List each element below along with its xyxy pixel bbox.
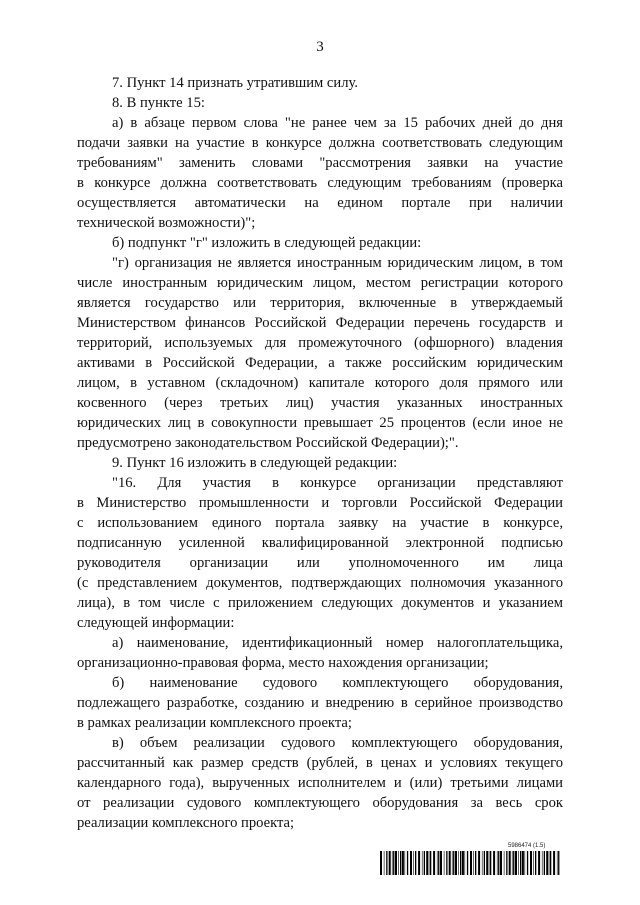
text-line: юридических лиц в совокупности превышает 25 процентов (если иное не [77,415,563,431]
text-line: б) подпункт "г" изложить в следующей редакции: [112,235,422,251]
text-line: в рамках реализации комплексного проекта; [77,715,352,731]
text-line: активами в Российской Федерации, а также российским юридическим [77,355,563,371]
page-number: 3 [316,39,324,55]
text-line: а) наименование, идентификационный номер налогоплательщика, [112,635,563,651]
text-line: следующей информации: [77,615,235,631]
text-line: является государство или территория, включенные в утверждаемый [77,295,563,311]
text-line: в конкурсе должна соответствовать следующим требованиям (проверка [77,175,563,191]
text-line: требованиям" заменить словами "рассмотрения заявки на участие [77,155,563,171]
text-line: в) объем реализации судового комплектующего оборудования, [112,735,563,751]
text-line: технической возможности)"; [77,215,256,231]
text-line: "г) организация не является иностранным юридическим лицом, в том [112,255,563,271]
text-line: Министерством финансов Российской Федерации перечень государств и [77,315,563,331]
text-line: с использованием единого портала заявку на участие в конкурсе, [77,515,563,531]
text-line: 8. В пункте 15: [112,95,205,111]
text-line: реализации комплексного проекта; [77,815,295,831]
text-line: косвенного (через третьих лиц) участия указанных иностранных [77,395,563,411]
text-line: календарного года), вырученных исполнителем и (или) третьими лицами [77,775,563,791]
text-line: подачи заявки на участие в конкурсе должна соответствовать следующим [77,135,563,151]
text-line: предусмотрено законодательством Российской Федерации);". [77,435,459,451]
text-line: 9. Пункт 16 изложить в следующей редакции: [112,455,398,471]
text-line: (с представлением документов, подтверждающих полномочия указанного [77,575,563,591]
text-line: в Министерство промышленности и торговли Российской Федерации [77,495,563,511]
barcode-icon [380,851,560,875]
text-line: числе иностранным юридическим лицом, местом регистрации которого [77,275,563,291]
text-line: лица), в том числе с приложением следующих документов и указанием [77,595,563,611]
text-line: подписанную усиленной квалифицированной электронной подписью [77,535,563,551]
text-line: "16. Для участия в конкурсе организации представляют [112,475,563,491]
text-line: лицом, в уставном (складочном) капитале которого доля прямого или [77,375,563,391]
text-line: подлежащего разработке, созданию и внедрению в серийное производство [77,695,563,711]
document-code: 5986474 (1.5) [508,843,546,849]
text-line: от реализации судового комплектующего оборудования за весь срок [77,795,563,811]
text-line: осуществляется автоматически на едином портале при наличии [77,195,563,211]
text-line: 7. Пункт 14 признать утратившим силу. [112,75,358,91]
text-line: а) в абзаце первом слова "не ранее чем за 15 рабочих дней до дня [112,115,563,131]
text-line: территорий, используемых для промежуточного (офшорного) владения [77,335,563,351]
text-line: руководителя организации или уполномоченного им лица [77,555,563,571]
text-line: рассчитанный как размер средств (рублей, в ценах и условиях текущего [77,755,563,771]
text-line: организационно-правовая форма, место нахождения организации; [77,655,489,671]
text-line: б) наименование судового комплектующего оборудования, [112,675,563,691]
